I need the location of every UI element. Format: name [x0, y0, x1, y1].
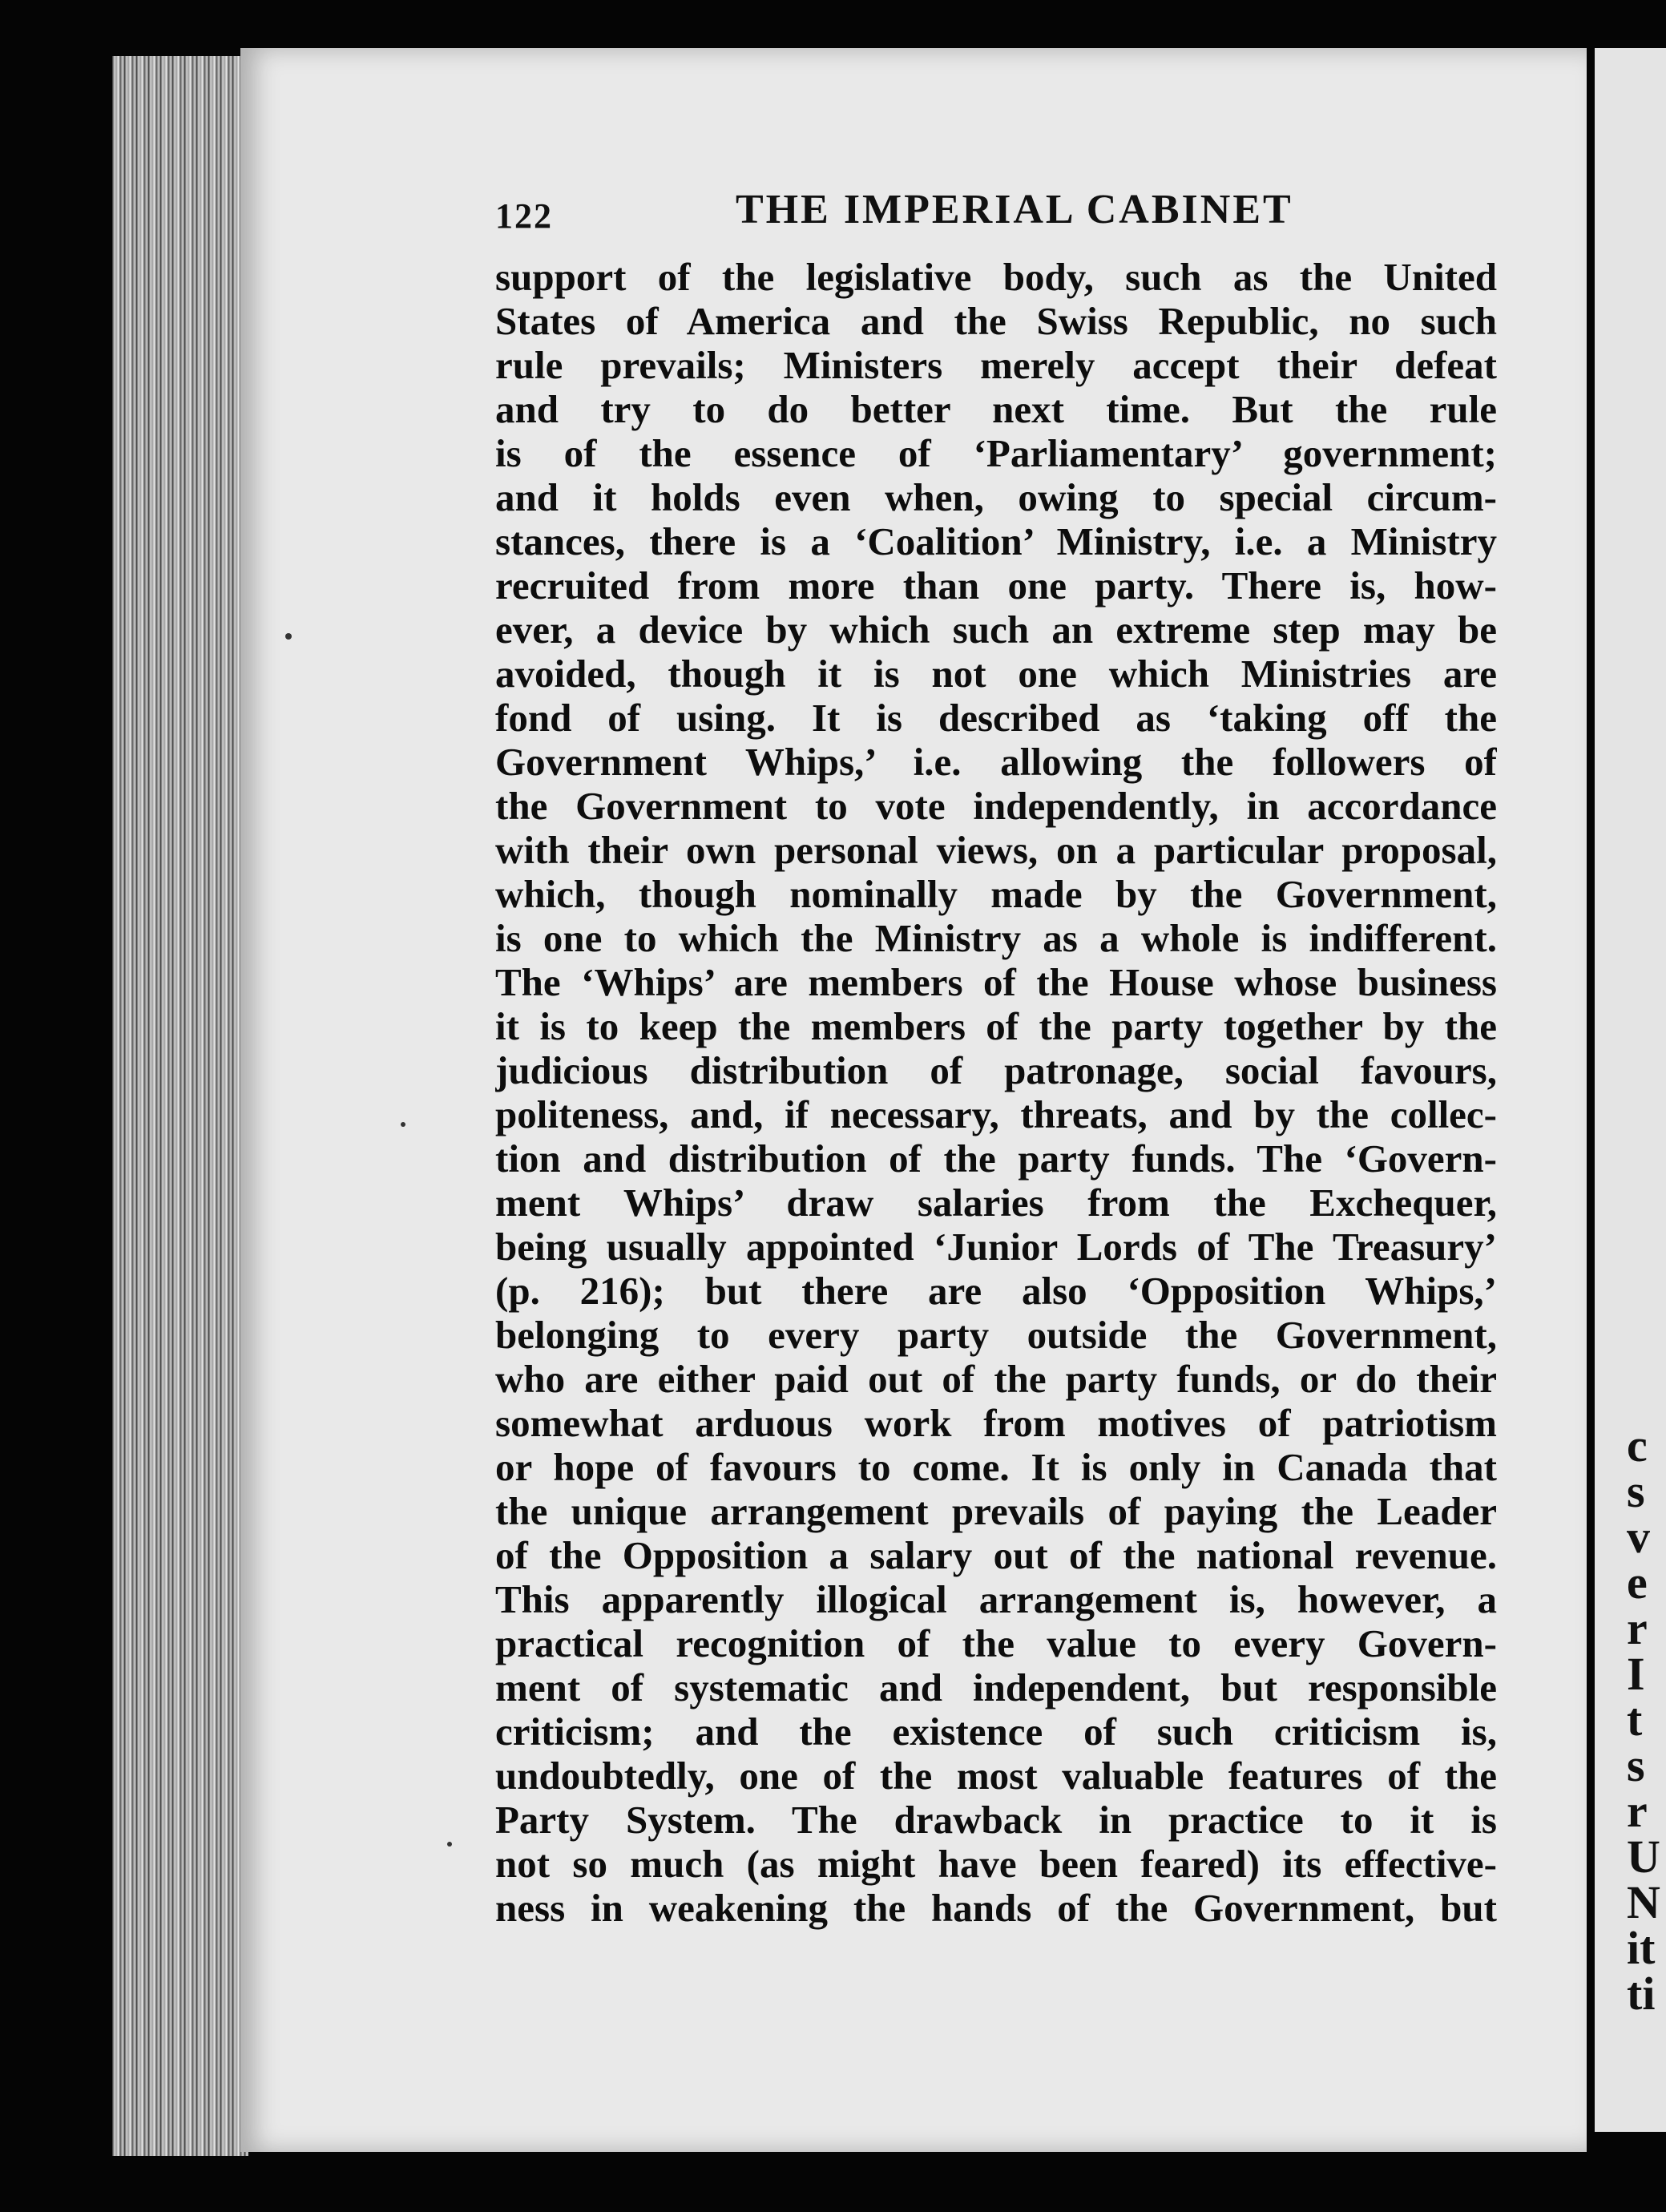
text-line: it is to keep the members of the party together by the — [495, 1004, 1497, 1048]
text-line: undoubtedly, one of the most valuable features of the — [495, 1754, 1497, 1798]
text-line: criticism; and the existence of such criticism is, — [495, 1709, 1497, 1754]
facing-page-fragment: U — [1627, 1831, 1660, 1883]
text-line: fond of using. It is described as ‘taking off the — [495, 696, 1497, 740]
facing-page-fragment: r — [1627, 1602, 1648, 1654]
text-line: or hope of favours to come. It is only in Canada that — [495, 1445, 1497, 1489]
text-line: stances, there is a ‘Coalition’ Ministry, i.e. a Ministry — [495, 519, 1497, 563]
text-line: practical recognition of the value to every Govern- — [495, 1621, 1497, 1665]
text-line: The ‘Whips’ are members of the House whose business — [495, 960, 1497, 1004]
text-line: This apparently illogical arrangement is, however, a — [495, 1577, 1497, 1621]
facing-page-fragment: s — [1627, 1739, 1645, 1791]
text-line: and it holds even when, owing to special circum- — [495, 475, 1497, 519]
text-line: ment Whips’ draw salaries from the Exchequer, — [495, 1181, 1497, 1225]
page-header — [495, 186, 1489, 250]
text-line: not so much (as might have been feared) its effective- — [495, 1842, 1497, 1886]
facing-page-fragment: N — [1627, 1876, 1660, 1928]
text-line: who are either paid out of the party funds, or do their — [495, 1357, 1497, 1401]
text-line: Party System. The drawback in practice to it is — [495, 1798, 1497, 1842]
text-line: with their own personal views, on a particular proposal, — [495, 828, 1497, 872]
facing-page-fragment: s — [1627, 1465, 1645, 1517]
text-line: belonging to every party outside the Government, — [495, 1313, 1497, 1357]
text-line: States of America and the Swiss Republic, no such — [495, 299, 1497, 343]
body-text — [495, 255, 1497, 1930]
page-number: 122 — [495, 196, 553, 236]
facing-page-fragment: t — [1627, 1693, 1643, 1746]
text-line: recruited from more than one party. There is, how- — [495, 563, 1497, 607]
text-line: which, though nominally made by the Government, — [495, 872, 1497, 916]
facing-page-fragment: ti — [1627, 1968, 1656, 2020]
text-line: and try to do better next time. But the rule — [495, 387, 1497, 431]
text-line: politeness, and, if necessary, threats, and by the collec- — [495, 1092, 1497, 1136]
text-line: tion and distribution of the party funds. The ‘Govern- — [495, 1136, 1497, 1181]
text-line: somewhat arduous work from motives of patriotism — [495, 1401, 1497, 1445]
text-line: ever, a device by which such an extreme step may be — [495, 607, 1497, 652]
text-line: ness in weakening the hands of the Government, but — [495, 1886, 1497, 1930]
speck — [447, 1842, 452, 1847]
text-line: ment of systematic and independent, but responsible — [495, 1665, 1497, 1709]
text-line: is one to which the Ministry as a whole is indifferent. — [495, 916, 1497, 960]
text-line: of the Opposition a salary out of the national revenue. — [495, 1533, 1497, 1577]
page-edges — [112, 56, 248, 2156]
text-line: avoided, though it is not one which Ministries are — [495, 652, 1497, 696]
text-line: judicious distribution of patronage, social favours, — [495, 1048, 1497, 1092]
text-line: being usually appointed ‘Junior Lords of The Treasury’ — [495, 1225, 1497, 1269]
text-line: rule prevails; Ministers merely accept their defeat — [495, 343, 1497, 387]
facing-page-fragment: it — [1627, 1922, 1656, 1974]
facing-page-fragment: c — [1627, 1419, 1648, 1471]
facing-page-fragment: I — [1627, 1648, 1645, 1700]
facing-page-fragment: v — [1627, 1511, 1650, 1563]
facing-page — [1595, 48, 1666, 2132]
text-line: (p. 216); but there are also ‘Opposition Whips,’ — [495, 1269, 1497, 1313]
speck — [401, 1122, 405, 1127]
speck — [285, 633, 292, 640]
facing-page-fragment: r — [1627, 1785, 1648, 1837]
text-line: the unique arrangement prevails of paying the Leader — [495, 1489, 1497, 1533]
text-line: the Government to vote independently, in accordance — [495, 784, 1497, 828]
running-head: THE IMPERIAL CABINET — [736, 187, 1293, 232]
text-line: Government Whips,’ i.e. allowing the followers of — [495, 740, 1497, 784]
text-line: support of the legislative body, such as the United — [495, 255, 1497, 299]
facing-page-fragment: e — [1627, 1556, 1648, 1609]
text-line: is of the essence of ‘Parliamentary’ government; — [495, 431, 1497, 475]
